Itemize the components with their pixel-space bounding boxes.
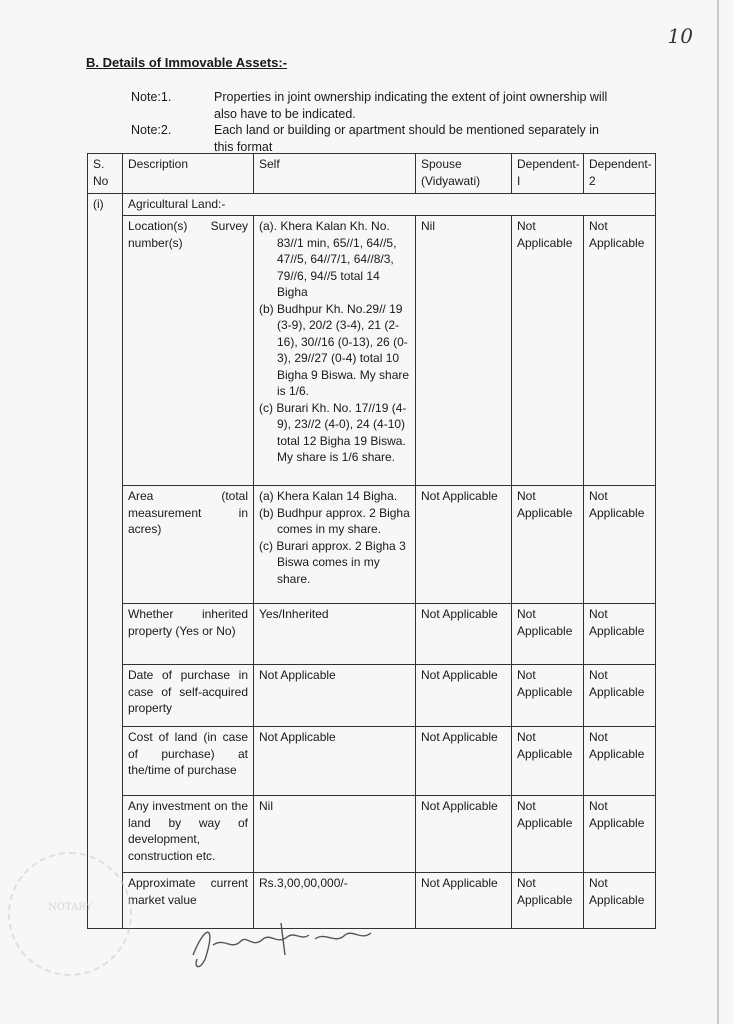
row-description: Any investment on the land by way of development, construction etc. xyxy=(123,796,254,873)
row-self: Not Applicable xyxy=(254,665,416,727)
self-entry: (b) Budhpur Kh. No.29// 19 (3-9), 20/2 (3-4), 21 (2- 16), 30//16 (0-13), 26 (0-3), 29//27 (0-4) total 10 Bigha 9 Biswa. My share is 1/6. xyxy=(259,301,410,398)
row-dependent-1: Not Applicable xyxy=(512,216,584,486)
row-description: Location(s) Survey number(s) xyxy=(123,216,254,486)
row-description: Cost of land (in case of purchase) at the/time of purchase xyxy=(123,727,254,796)
self-entry: (c) Burari approx. 2 Bigha 3 Biswa comes in my share. xyxy=(259,538,406,586)
row-dependent-2: Not Applicable xyxy=(584,604,656,665)
note-label: Note:2. xyxy=(131,123,172,137)
self-entry: (c) Burari Kh. No. 17//19 (4-9), 23//2 (4-0), 24 (4-10) total 12 Bigha 19 Biswa. My share is 1/6 share. xyxy=(259,400,407,464)
row-spouse: Not Applicable xyxy=(416,873,512,929)
row-spouse: Not Applicable xyxy=(416,604,512,665)
row-spouse: Not Applicable xyxy=(416,796,512,873)
row-description: Approximate current market value xyxy=(123,873,254,929)
section-title: B. Details of Immovable Assets:- xyxy=(86,55,288,70)
row-description: Whether inherited property (Yes or No) xyxy=(123,604,254,665)
row-dependent-2: Not Applicable xyxy=(584,796,656,873)
row-spouse: Not Applicable xyxy=(416,727,512,796)
row-self: Nil xyxy=(254,796,416,873)
category-label: Agricultural Land:- xyxy=(123,194,656,216)
note-1 xyxy=(131,89,631,125)
row-dependent-1: Not Applicable xyxy=(512,486,584,604)
table-row xyxy=(88,796,656,873)
row-spouse: Not Applicable xyxy=(416,486,512,604)
row-spouse: Not Applicable xyxy=(416,665,512,727)
row-self: Rs.3,00,00,000/- xyxy=(254,873,416,929)
row-dependent-2: Not Applicable xyxy=(584,727,656,796)
row-dependent-2: Not Applicable xyxy=(584,665,656,727)
header-cell: Dependent-2 xyxy=(584,154,656,194)
page-number: 10 xyxy=(667,24,693,48)
row-self: Yes/Inherited xyxy=(254,604,416,665)
note-text: Each land or building or apartment should be mentioned separately in this format xyxy=(214,123,599,154)
category-row xyxy=(88,194,656,216)
row-description: Area (total measurement in acres) xyxy=(123,486,254,604)
header-cell: Description xyxy=(123,154,254,194)
table-row xyxy=(88,727,656,796)
page-edge xyxy=(717,0,719,1024)
header-cell: S. No xyxy=(88,154,123,194)
signature xyxy=(185,915,375,975)
row-dependent-2: Not Applicable xyxy=(584,486,656,604)
row-dependent-1: Not Applicable xyxy=(512,873,584,929)
row-self: Not Applicable xyxy=(254,727,416,796)
row-dependent-2: Not Applicable xyxy=(584,873,656,929)
row-dependent-1: Not Applicable xyxy=(512,665,584,727)
note-label: Note:1. xyxy=(131,90,172,104)
table-row xyxy=(88,216,656,486)
row-spouse: Nil xyxy=(416,216,512,486)
header-cell: Self xyxy=(254,154,416,194)
table-row xyxy=(88,604,656,665)
self-entry: (a). Khera Kalan Kh. No. 83//1 min, 65//1, 64//5, 47//5, 64//7/1, 64//8/3, 79//6, 94//5 total 14 Bigha xyxy=(259,219,397,299)
row-self xyxy=(254,486,416,604)
assets-table xyxy=(87,153,656,929)
serial-number: (i) xyxy=(88,194,123,929)
row-dependent-1: Not Applicable xyxy=(512,604,584,665)
self-entry: (a) Khera Kalan 14 Bigha. xyxy=(259,489,398,503)
row-description: Date of purchase in case of self-acquired property xyxy=(123,665,254,727)
row-dependent-1: Not Applicable xyxy=(512,796,584,873)
self-entry: (b) Budhpur approx. 2 Bigha comes in my share. xyxy=(259,505,410,536)
note-text: Properties in joint ownership indicating the extent of joint ownership will also have to be indicated. xyxy=(214,90,608,121)
table-header-row xyxy=(88,154,656,194)
row-self xyxy=(254,216,416,486)
notary-stamp: NOTARY xyxy=(8,852,132,976)
row-dependent-2: Not Applicable xyxy=(584,216,656,486)
table-row xyxy=(88,665,656,727)
table-row xyxy=(88,486,656,604)
row-dependent-1: Not Applicable xyxy=(512,727,584,796)
header-cell: Spouse (Vidyawati) xyxy=(416,154,512,194)
header-cell: Dependent-I xyxy=(512,154,584,194)
